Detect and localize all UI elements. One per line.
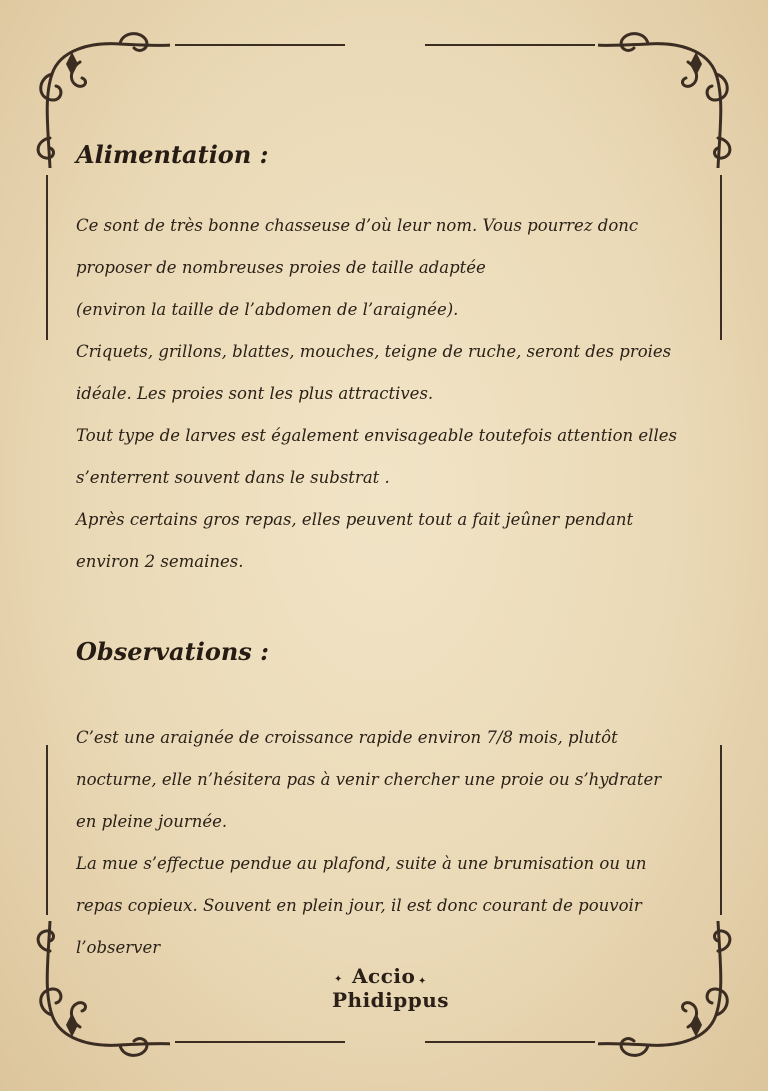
frame-right-top-line: [720, 175, 722, 340]
section-heading-alimentation: Alimentation :: [76, 140, 269, 169]
frame-bottom-right-line: [425, 1041, 595, 1043]
text-line: (environ la taille de l’abdomen de l’araignée).: [76, 300, 459, 319]
accio-phidippus-logo: [328, 962, 450, 1024]
text-line: C’est une araignée de croissance rapide environ 7/8 mois, plutôt: [76, 728, 618, 747]
text-line: Ce sont de très bonne chasseuse d’où leur nom. Vous pourrez donc: [76, 216, 639, 235]
text-line: La mue s’effectue pendue au plafond, suite à une brumisation ou un: [76, 854, 647, 873]
text-line: Criquets, grillons, blattes, mouches, teigne de ruche, seront des proies: [76, 342, 672, 361]
text-line: proposer de nombreuses proies de taille adaptée: [76, 258, 486, 277]
frame-right-bottom-line: [720, 745, 722, 915]
logo-star-icon: ✦: [334, 974, 343, 985]
frame-top-left-line: [175, 44, 345, 46]
text-line: l’observer: [76, 938, 161, 957]
corner-ornament-top-right: [598, 28, 738, 168]
logo-line1: Accio: [352, 964, 416, 988]
logo-star-icon: ✦: [418, 976, 427, 987]
text-line: en pleine journée.: [76, 812, 228, 831]
text-line: nocturne, elle n’hésitera pas à venir chercher une proie ou s’hydrater: [76, 770, 662, 789]
frame-bottom-left-line: [175, 1041, 345, 1043]
text-line: environ 2 semaines.: [76, 552, 244, 571]
text-line: idéale. Les proies sont les plus attractives.: [76, 384, 434, 403]
logo-line2: Phidippus: [332, 988, 450, 1012]
text-line: Après certains gros repas, elles peuvent tout a fait jeûner pendant: [76, 510, 634, 529]
section-body-observations: [76, 717, 678, 969]
section-heading-observations: Observations :: [76, 637, 269, 666]
frame-left-top-line: [46, 175, 48, 340]
text-line: Tout type de larves est également envisageable toutefois attention elles: [76, 426, 677, 445]
frame-top-right-line: [425, 44, 595, 46]
text-line: repas copieux. Souvent en plein jour, il est donc courant de pouvoir: [76, 896, 642, 915]
frame-left-bottom-line: [46, 745, 48, 915]
section-body-alimentation: [76, 205, 678, 583]
text-line: s’enterrent souvent dans le substrat .: [76, 468, 390, 487]
